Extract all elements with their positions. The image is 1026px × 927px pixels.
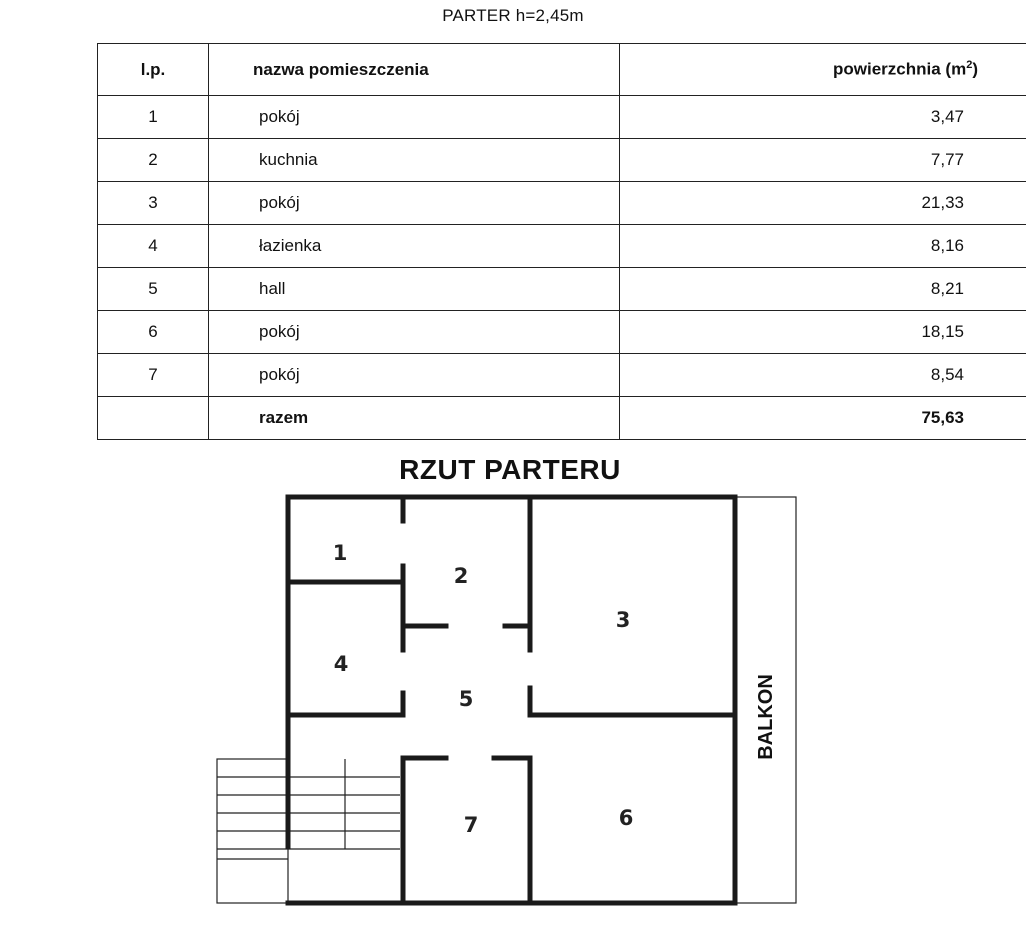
room-number-6: 6	[618, 806, 634, 830]
row-room-name: pokój	[209, 182, 620, 225]
row-room-name: kuchnia	[209, 139, 620, 182]
balcony-label: BALKON	[755, 674, 777, 760]
walls	[288, 497, 735, 903]
total-area: 75,63	[620, 397, 1026, 440]
plan-title: RZUT PARTERU	[399, 454, 621, 485]
header-room-name: nazwa pomieszczenia	[209, 44, 620, 96]
floor-caption: PARTER h=2,45m	[442, 6, 584, 25]
room-number-3: 3	[615, 608, 631, 632]
row-area: 18,15	[620, 311, 1026, 354]
row-room-name: hall	[209, 268, 620, 311]
row-area: 21,33	[620, 182, 1026, 225]
header-area-close: )	[972, 59, 978, 79]
header-area-superscript: 2	[966, 59, 973, 72]
room-number-2: 2	[453, 564, 469, 588]
room-number-7: 7	[463, 813, 479, 837]
row-lp: 7	[98, 354, 209, 397]
row-area: 8,21	[620, 268, 1026, 311]
header-lp: l.p.	[98, 44, 209, 96]
total-label: razem	[209, 397, 620, 440]
row-lp: 6	[98, 311, 209, 354]
room-number-4: 4	[333, 652, 349, 676]
room-number-5: 5	[458, 687, 474, 711]
row-room-name: pokój	[209, 96, 620, 139]
row-lp: 1	[98, 96, 209, 139]
row-room-name: pokój	[209, 354, 620, 397]
row-area: 3,47	[620, 96, 1026, 139]
room-number-1: 1	[332, 541, 348, 565]
row-room-name: pokój	[209, 311, 620, 354]
row-lp: 2	[98, 139, 209, 182]
row-area: 8,16	[620, 225, 1026, 268]
row-lp: 3	[98, 182, 209, 225]
row-area: 7,77	[620, 139, 1026, 182]
row-room-name: łazienka	[209, 225, 620, 268]
row-area: 8,54	[620, 354, 1026, 397]
staircase	[217, 759, 400, 903]
row-lp: 4	[98, 225, 209, 268]
header-area-text: powierzchnia (m	[833, 59, 967, 79]
row-lp: 5	[98, 268, 209, 311]
